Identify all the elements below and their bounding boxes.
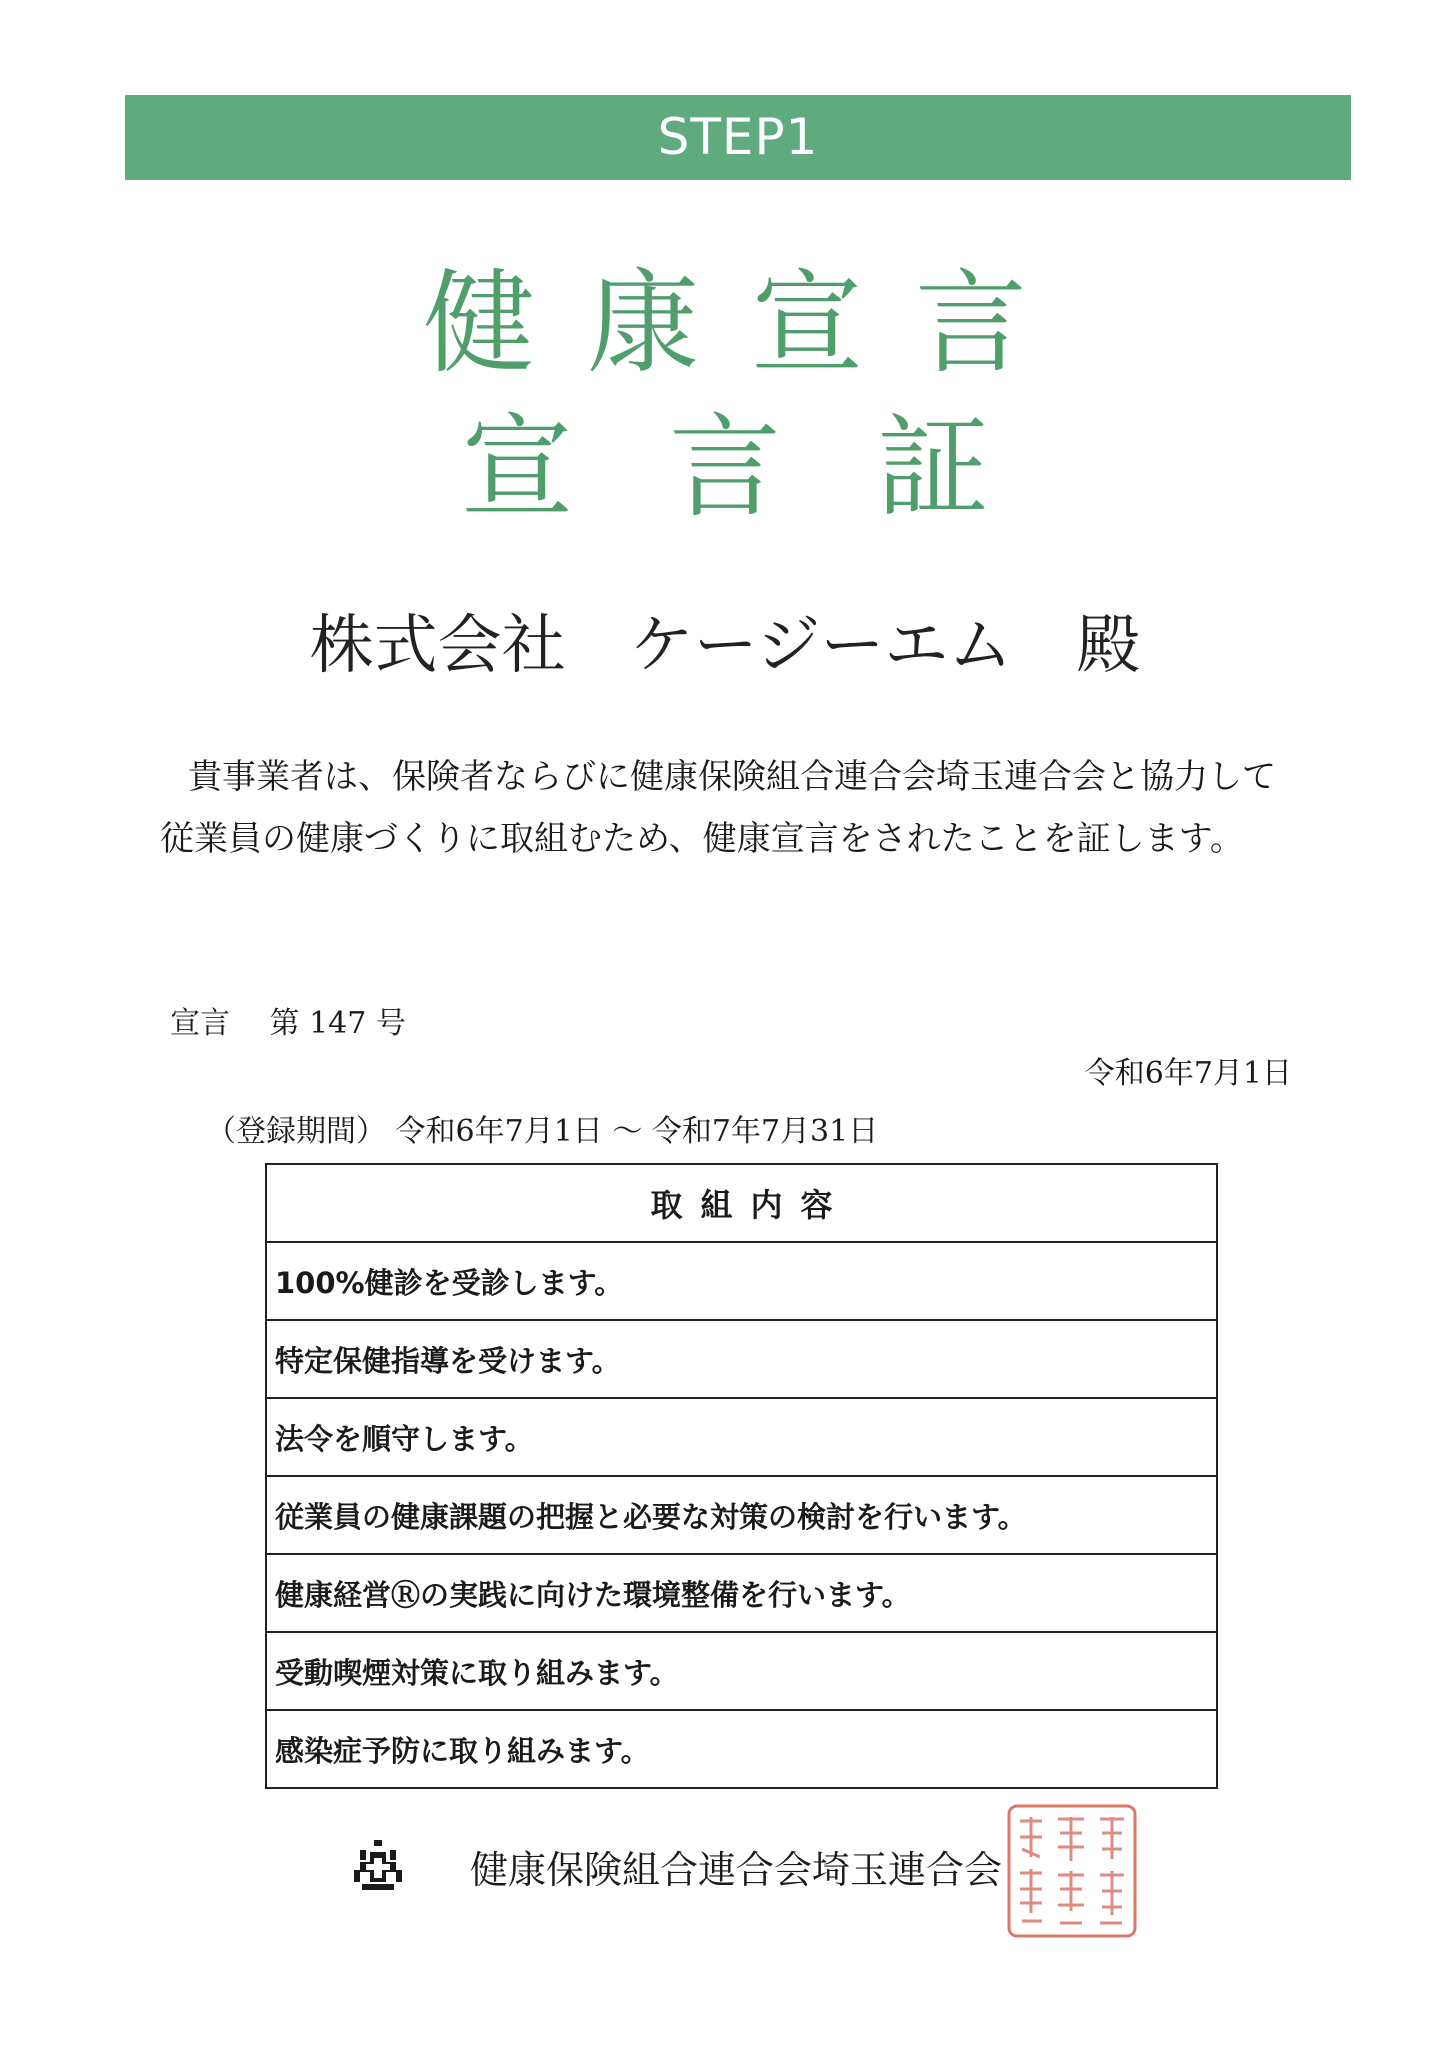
table-row bbox=[266, 1632, 1217, 1710]
recipient-name: 株式会社 ケージーエム 殿 bbox=[309, 609, 1141, 683]
action-item: 受動喫煙対策に取り組みます。 bbox=[266, 1632, 1217, 1710]
official-seal bbox=[1006, 1803, 1138, 1939]
table-row bbox=[266, 1320, 1217, 1398]
table-row bbox=[266, 1554, 1217, 1632]
title-line-2: 宣言証 bbox=[461, 403, 1085, 533]
action-item: 法令を順守します。 bbox=[266, 1398, 1217, 1476]
action-item: 従業員の健康課題の把握と必要な対策の検討を行います。 bbox=[266, 1476, 1217, 1554]
actions-table bbox=[265, 1163, 1218, 1789]
actions-header-row bbox=[266, 1164, 1217, 1242]
certification-text: 貴事業者は、保険者ならびに健康保険組合連合会埼玉連合会と協力して従業員の健康づくりに取組むため、健康宣言をされたことを証します。 bbox=[160, 757, 1276, 859]
title-line-1: 健康宣言 bbox=[423, 259, 1079, 389]
table-row bbox=[266, 1242, 1217, 1320]
table-row bbox=[266, 1476, 1217, 1554]
registration-period: （登録期間） 令和6年7月1日 ～ 令和7年7月31日 bbox=[206, 1114, 879, 1149]
table-row bbox=[266, 1398, 1217, 1476]
action-item: 健康経営Ⓡの実践に向けた環境整備を行います。 bbox=[266, 1554, 1217, 1632]
action-item: 特定保健指導を受けます。 bbox=[266, 1320, 1217, 1398]
actions-header: 取組内容 bbox=[266, 1164, 1217, 1242]
action-item: 100%健診を受診します。 bbox=[266, 1242, 1217, 1320]
step-banner: STEP1 bbox=[125, 95, 1351, 180]
issue-date: 令和6年7月1日 bbox=[1084, 1056, 1292, 1091]
issuer-organization: 健康保険組合連合会埼玉連合会 bbox=[470, 1848, 1003, 1892]
table-row bbox=[266, 1710, 1217, 1788]
action-item: 感染症予防に取り組みます。 bbox=[266, 1710, 1217, 1788]
declaration-number: 宣言 第 147 号 bbox=[170, 1006, 406, 1041]
kenporen-logo-icon bbox=[352, 1840, 404, 1892]
